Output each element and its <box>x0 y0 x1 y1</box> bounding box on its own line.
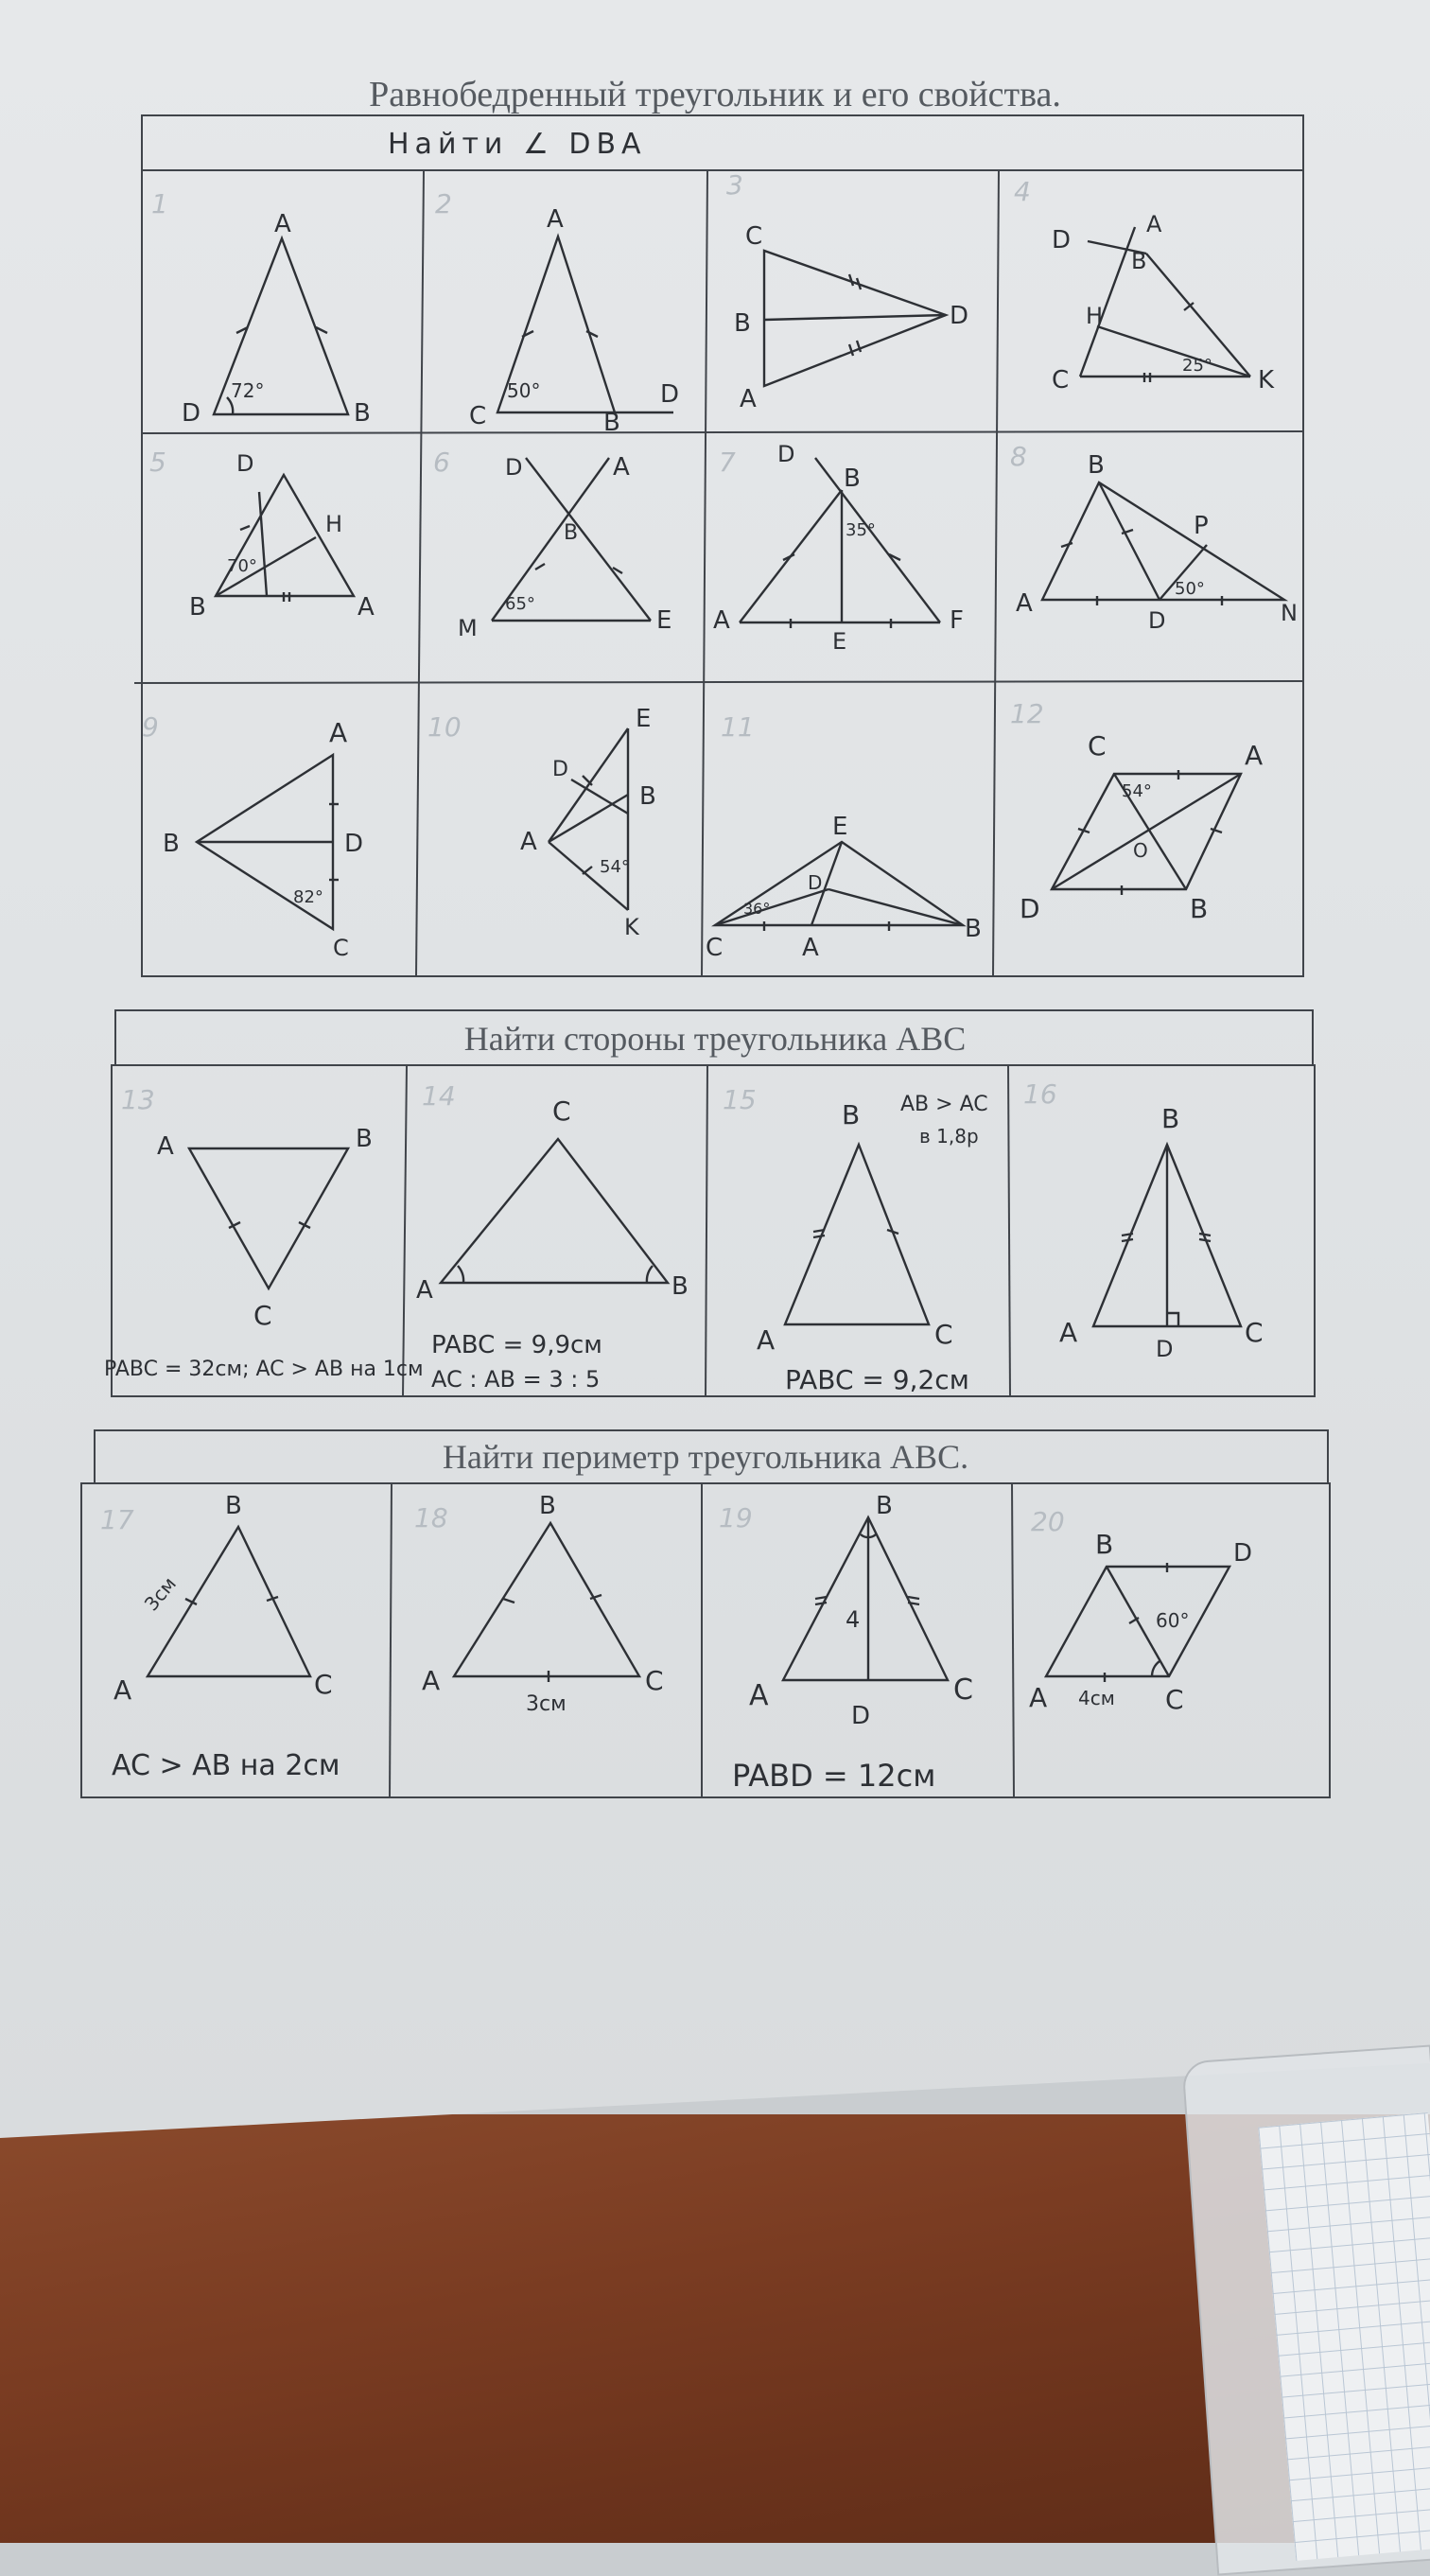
figure-problem-8 <box>1016 451 1298 634</box>
figure-label: B <box>844 464 861 493</box>
figure-label: 8 <box>1010 441 1027 472</box>
figure-label: A <box>1029 1682 1048 1713</box>
figure-label: C <box>645 1665 664 1696</box>
figure-label: C <box>745 222 763 251</box>
figure-label: B <box>1131 248 1147 274</box>
figure-label: H <box>1086 303 1104 329</box>
figure-label: C <box>953 1674 973 1707</box>
figure-problem-4 <box>1052 211 1275 394</box>
figure-label: B <box>354 399 371 428</box>
figure-label: B <box>1190 893 1209 924</box>
figure-label: 3см <box>526 1692 567 1716</box>
figure-problem-5 <box>189 450 375 622</box>
figure-problem-20 <box>1029 1529 1252 1715</box>
figure-label: A <box>358 593 375 622</box>
figure-label: B <box>1161 1103 1180 1134</box>
figure-label: C <box>253 1300 272 1331</box>
figure-label: B <box>163 830 180 858</box>
figure-label: B <box>1088 451 1105 480</box>
figure-label: A <box>416 1276 433 1305</box>
figure-label: в 1,8р <box>919 1125 979 1148</box>
figure-label: D <box>1148 607 1166 634</box>
figure-label: PABC = 9,9см <box>431 1331 602 1359</box>
figure-label: C <box>469 402 487 430</box>
figure-label: A <box>802 934 819 962</box>
figure-label: D <box>950 302 969 330</box>
figure-label: 13 <box>121 1084 155 1115</box>
figure-label: A <box>1146 211 1162 237</box>
figure-label: 65° <box>505 594 535 614</box>
figure-label: D <box>777 441 795 467</box>
figure-label: 12 <box>1010 698 1044 729</box>
figure-label: A <box>757 1324 776 1356</box>
figure-label: 4см <box>1078 1687 1115 1709</box>
figure-label: 16 <box>1023 1078 1057 1110</box>
figure-label: 25° <box>1182 356 1212 376</box>
figure-label: C <box>333 935 349 961</box>
section-header-box <box>142 115 1303 170</box>
figure-problem-16 <box>1059 1103 1264 1362</box>
figure-problem-18 <box>422 1492 664 1716</box>
figure-label: PABD = 12см <box>732 1758 936 1794</box>
figure-label: 14 <box>422 1080 456 1112</box>
figure-label: D <box>236 450 254 477</box>
figure-label: A <box>520 828 537 856</box>
figure-problem-6 <box>458 453 671 641</box>
figure-label: 50° <box>507 379 541 402</box>
figure-label: E <box>832 813 848 841</box>
figure-label: K <box>1258 366 1275 394</box>
figure-label: A <box>547 205 564 234</box>
figure-label: D <box>808 871 823 894</box>
figure-label: C <box>1088 730 1107 762</box>
figure-label: K <box>624 914 639 940</box>
figure-label: 6 <box>433 447 450 478</box>
figure-label: A <box>713 606 730 635</box>
problem-number: 3 <box>726 169 743 201</box>
grid-section-2 <box>112 1065 1315 1396</box>
figure-label: PABC = 32см; AC > AB на 1см <box>104 1358 424 1381</box>
figure-label: E <box>832 628 847 655</box>
figure-label: PABC = 9,2см <box>785 1364 969 1395</box>
figure-label: B <box>225 1492 242 1520</box>
figure-label: C <box>934 1319 953 1350</box>
figure-problem-2 <box>469 205 679 437</box>
figure-problem-10 <box>520 705 656 940</box>
figure-label: A <box>1016 589 1033 618</box>
figure-label: D <box>660 380 680 409</box>
figure-label: D <box>1052 226 1072 254</box>
figure-label: C <box>1165 1684 1184 1715</box>
figure-label: C <box>706 934 724 962</box>
figure-label: 54° <box>1122 781 1152 801</box>
figure-label: D <box>505 454 523 481</box>
figure-label: 36° <box>743 900 771 918</box>
figure-label: 4 <box>846 1606 861 1633</box>
figure-label: B <box>564 521 579 545</box>
figure-label: 19 <box>719 1502 753 1533</box>
figure-label: D <box>1233 1539 1253 1568</box>
problem-number: 1 <box>151 188 168 219</box>
grid-section-1 <box>142 170 1303 976</box>
figure-problem-15 <box>757 1093 988 1395</box>
figure-label: B <box>639 782 656 811</box>
figure-label: 35° <box>846 520 876 540</box>
figure-label: C <box>1245 1317 1264 1348</box>
figure-label: B <box>965 915 982 943</box>
figure-label: D <box>1020 893 1040 924</box>
figure-label: O <box>1133 839 1148 862</box>
figure-label: E <box>636 705 652 733</box>
figure-label: 20 <box>1031 1506 1065 1537</box>
figure-label: AC > AB на 2см <box>112 1749 340 1782</box>
figure-label: 11 <box>721 711 755 743</box>
figure-label: B <box>842 1099 861 1130</box>
figure-label: B <box>734 309 751 338</box>
section-heading-angle: Найти ∠ DBA <box>388 128 647 161</box>
figure-label: 17 <box>100 1504 134 1535</box>
figure-problem-7 <box>713 441 964 655</box>
section-heading-perimeter: Найти периметр треугольника ABC. <box>442 1438 969 1476</box>
figure-label: 10 <box>427 711 462 743</box>
figure-problem-3 <box>734 222 968 413</box>
figure-problem-12 <box>1020 730 1263 924</box>
figure-label: B <box>539 1492 556 1520</box>
figure-label: B <box>189 593 206 622</box>
figure-label: F <box>950 606 964 635</box>
figure-label: A <box>329 717 348 748</box>
figure-label: B <box>1095 1529 1114 1560</box>
figure-label: 5 <box>149 447 166 478</box>
figure-label: B <box>356 1125 373 1153</box>
figure-label: A <box>749 1679 769 1712</box>
figure-label: 3см <box>139 1572 182 1616</box>
figure-label: D <box>1156 1336 1174 1362</box>
figure-label: A <box>740 385 757 413</box>
figure-label: C <box>1052 366 1070 394</box>
figure-label: H <box>325 511 343 537</box>
figure-problem-9 <box>163 717 363 961</box>
figure-label: M <box>458 615 478 641</box>
figure-label: A <box>157 1132 174 1161</box>
figure-label: 9 <box>142 711 159 743</box>
figure-label: E <box>656 606 672 635</box>
figure-label: D <box>851 1702 871 1730</box>
figure-label: 72° <box>231 379 265 402</box>
figure-problem-17 <box>112 1492 340 1782</box>
figure-label: D <box>182 399 201 428</box>
figure-label: A <box>613 453 630 482</box>
figure-label: 82° <box>293 887 323 907</box>
figure-label: B <box>671 1272 689 1301</box>
figure-label: B <box>876 1492 893 1520</box>
figure-label: A <box>1059 1317 1078 1348</box>
figure-label: B <box>603 409 620 437</box>
figure-problem-13 <box>104 1125 424 1381</box>
figure-label: P <box>1194 512 1209 540</box>
figure-label: C <box>314 1669 333 1700</box>
figure-label: 70° <box>227 556 257 576</box>
figure-label: C <box>552 1095 571 1127</box>
figure-label: A <box>113 1674 132 1706</box>
figure-label: A <box>274 210 291 238</box>
figure-label: 15 <box>723 1084 757 1115</box>
figure-label: A <box>422 1665 441 1696</box>
figure-label: 54° <box>600 857 630 877</box>
figure-problem-11 <box>706 813 982 962</box>
figure-label: A <box>1245 740 1264 771</box>
figure-label: 7 <box>719 447 736 478</box>
figure-label: AC : AB = 3 : 5 <box>431 1366 601 1393</box>
figure-label: AB > AC <box>900 1093 988 1116</box>
figure-problem-14 <box>416 1095 689 1393</box>
figure-label: D <box>344 830 364 858</box>
figure-problem-1 <box>182 210 371 428</box>
figure-label: 60° <box>1156 1609 1190 1632</box>
figure-label: N <box>1281 600 1298 626</box>
figure-label: 18 <box>414 1502 448 1533</box>
problem-number: 2 <box>435 188 452 219</box>
problem-number: 4 <box>1014 176 1031 207</box>
figure-label: 50° <box>1175 579 1205 599</box>
worksheet-title: Равнобедренный треугольник и его свойства. <box>369 75 1061 114</box>
section-heading-sides: Найти стороны треугольника ABC <box>463 1020 967 1058</box>
figure-problem-19 <box>732 1492 973 1794</box>
figure-label: D <box>552 758 568 781</box>
